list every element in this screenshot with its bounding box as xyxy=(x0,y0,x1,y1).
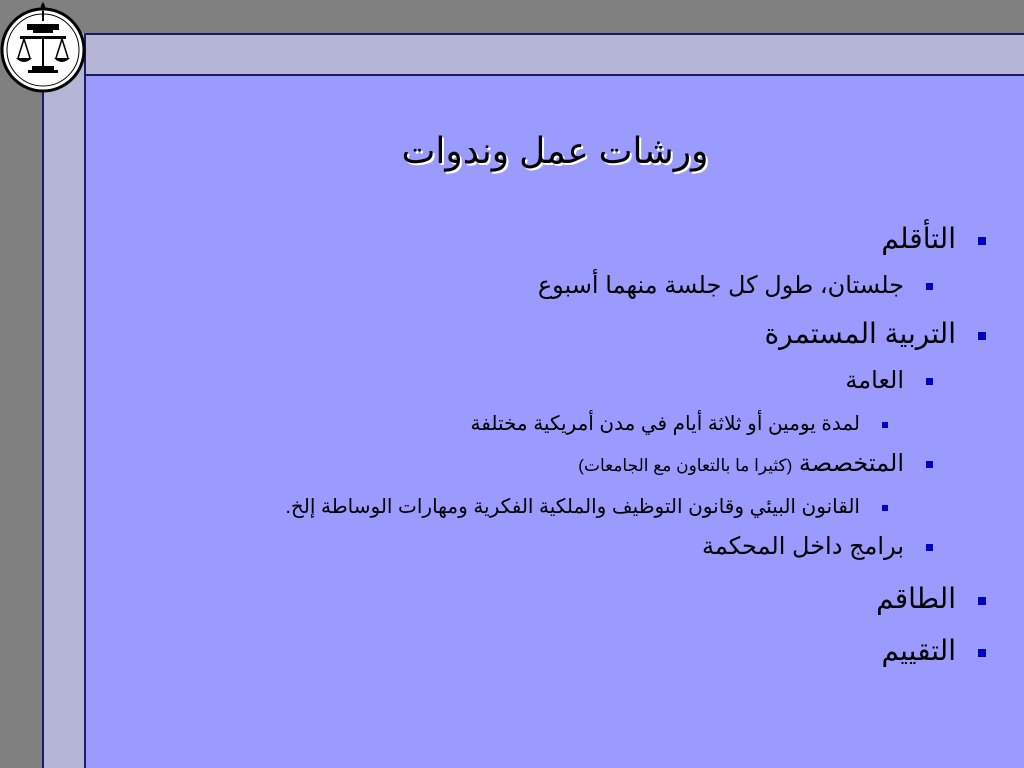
bullet-text: التربية المستمرة xyxy=(764,318,956,349)
bullet-item xyxy=(471,411,888,436)
bullet-square-icon xyxy=(978,332,986,340)
bullet-text: التأقلم xyxy=(881,223,956,254)
bullet-square-icon xyxy=(978,597,986,605)
bullet-text: التقييم xyxy=(881,635,956,666)
bullet-text: الطاقم xyxy=(876,583,956,614)
logo xyxy=(0,0,86,96)
bullet-square-icon xyxy=(926,283,933,290)
bullet-square-icon xyxy=(926,544,933,551)
bullet-item xyxy=(845,366,933,395)
bullet-square-icon xyxy=(978,237,986,245)
bullet-square-icon xyxy=(926,378,933,385)
bullet-square-icon xyxy=(882,505,888,511)
bullet-square-icon xyxy=(926,461,933,468)
bullet-text: القانون البيئي وقانون التوظيف والملكية الفكرية ومهارات الوساطة إلخ. xyxy=(285,496,860,518)
bullet-square-icon xyxy=(978,649,986,657)
bullet-item xyxy=(538,271,933,300)
bullet-text: برامج داخل المحكمة xyxy=(702,533,904,560)
bullet-text: المتخصصة xyxy=(798,450,904,477)
slide-title: ورشات عمل وندوات xyxy=(401,130,709,171)
bullet-item xyxy=(578,449,933,478)
scales-of-justice-icon xyxy=(0,0,86,96)
bullet-item xyxy=(881,222,986,255)
top-band xyxy=(44,33,1024,76)
bullet-item xyxy=(285,494,888,519)
bullet-note: (كثيرا ما بالتعاون مع الجامعات) xyxy=(578,456,793,475)
bullet-text: لمدة يومين أو ثلاثة أيام في مدن أمريكية مختلفة xyxy=(470,413,860,435)
bullet-item xyxy=(702,532,933,561)
bullet-item xyxy=(882,634,986,667)
bullet-square-icon xyxy=(882,422,888,428)
bullet-item xyxy=(876,582,986,615)
bullet-item xyxy=(765,317,986,350)
bullet-text: العامة xyxy=(845,367,904,394)
bullet-text: جلستان، طول كل جلسة منهما أسبوع xyxy=(537,272,904,299)
left-band xyxy=(42,33,86,768)
